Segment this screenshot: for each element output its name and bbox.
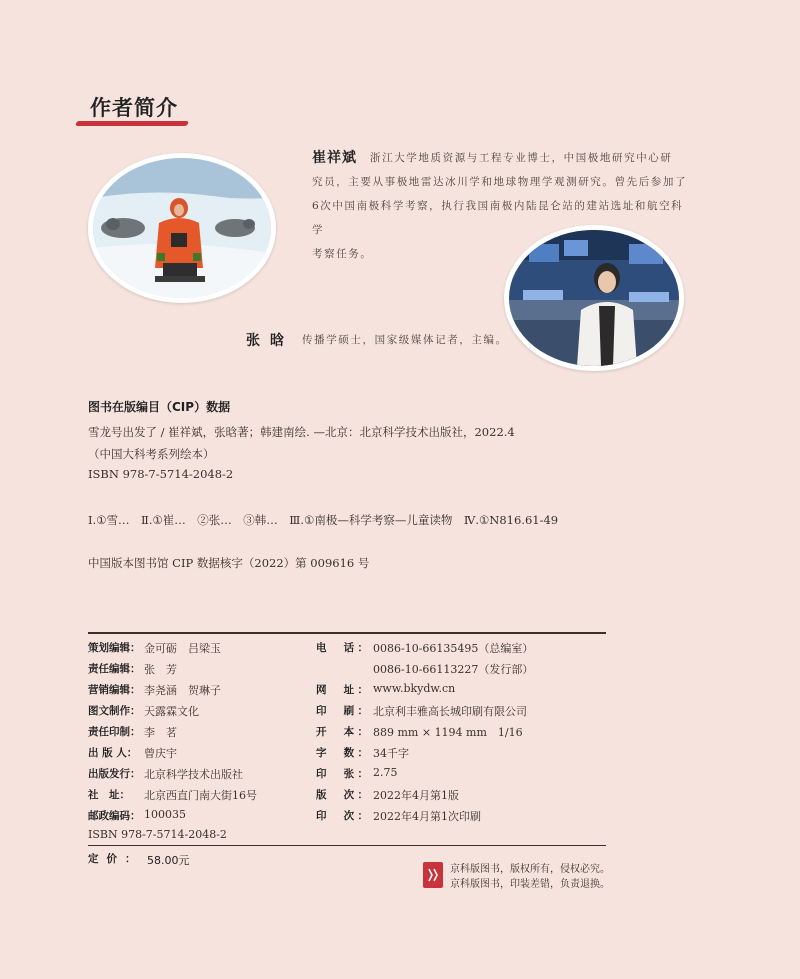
info-value: 889 mm × 1194 mm 1/16 xyxy=(373,726,523,739)
isbn-value: ISBN 978-7-5714-2048-2 xyxy=(88,828,227,841)
photo-ice-scene xyxy=(93,158,271,298)
info-label: 字 数： xyxy=(316,747,368,759)
author-bio-line: 考察任务。 xyxy=(312,248,373,260)
info-label: 责任编辑： xyxy=(88,663,141,675)
copyright-notice xyxy=(450,862,610,892)
table-top-rule xyxy=(88,632,606,634)
info-row xyxy=(88,724,608,745)
info-label: 印 刷： xyxy=(316,705,368,717)
info-label: 营销编辑： xyxy=(88,684,141,696)
cip-heading: 图书在版编目（CIP）数据 xyxy=(88,400,231,414)
info-row xyxy=(88,682,608,703)
info-value: 曾庆宇 xyxy=(144,747,177,760)
author-bio-line: 究员，主要从事极地雷达冰川学和地球物理学观测研究。曾先后参加了 xyxy=(312,176,688,188)
section-title: 作者简介 xyxy=(90,96,178,120)
info-value: 北京利丰雅高长城印刷有限公司 xyxy=(373,705,527,718)
title-underline xyxy=(75,121,189,126)
website-link: www.bkydw.cn xyxy=(373,682,456,695)
info-value: 2.75 xyxy=(373,766,398,779)
info-row xyxy=(88,661,608,682)
info-row xyxy=(88,703,608,724)
info-value: 34千字 xyxy=(373,747,409,760)
info-value: 100035 xyxy=(144,808,186,821)
info-label: 图文制作： xyxy=(88,705,141,717)
info-label: 责任印制： xyxy=(88,726,141,738)
price-label: 定价： xyxy=(88,853,144,865)
author-name-zhang: 张晗 xyxy=(246,333,294,349)
cip-line: Ⅰ.①雪… Ⅱ.①崔… ②张… ③韩… Ⅲ.①南极—科学考察—儿童读物 Ⅳ.①N816.61-49 xyxy=(88,513,559,527)
cip-line: （中国大科考系列绘本） xyxy=(88,447,215,461)
author-bio-line: 6次中国南极科学考察，执行我国南极内陆昆仑站的建站选址和航空科学 xyxy=(312,200,684,236)
info-label: 版 次： xyxy=(316,789,368,801)
author-bio-line: 浙江大学地质资源与工程专业博士，中国极地研究中心研 xyxy=(370,152,673,164)
info-row xyxy=(88,808,608,829)
info-value: 2022年4月第1版 xyxy=(373,789,459,802)
info-label: 邮政编码： xyxy=(88,810,141,822)
info-value: 张 芳 xyxy=(144,663,177,676)
table-bottom-rule xyxy=(88,845,606,846)
author-bio-zhang: 传播学硕士，国家级媒体记者，主编。 xyxy=(302,334,508,346)
info-value: 北京西直门南大街16号 xyxy=(144,789,257,802)
info-label: 出版发行： xyxy=(88,768,141,780)
cip-line: ISBN 978-7-5714-2048-2 xyxy=(88,467,234,481)
info-label: 开 本： xyxy=(316,726,368,738)
info-label: 出 版 人： xyxy=(88,747,138,759)
author-photo-cui xyxy=(88,153,276,303)
info-label: 策划编辑： xyxy=(88,642,141,654)
cip-line: 雪龙号出发了 / 崔祥斌，张晗著；韩建南绘. —北京：北京科学技术出版社，2022.4 xyxy=(88,425,515,439)
info-value: 李尧涵 贺琳子 xyxy=(144,684,221,697)
price-value: 58.00元 xyxy=(147,854,190,867)
info-row xyxy=(88,640,608,661)
cip-line: 中国版本图书馆 CIP 数据核字（2022）第 009616 号 xyxy=(88,556,370,570)
info-value: 李 茗 xyxy=(144,726,177,739)
seal-mark-icon xyxy=(426,866,440,884)
author-name-cui: 崔祥斌 xyxy=(312,150,357,166)
info-value: 2022年4月第1次印刷 xyxy=(373,810,481,823)
info-label: 网 址： xyxy=(316,684,368,696)
info-label: 印 张： xyxy=(316,768,368,780)
info-value: 0086-10-66113227（发行部） xyxy=(373,663,534,676)
info-value: 天露霖文化 xyxy=(144,705,199,718)
info-row xyxy=(88,787,608,808)
copyright-line: 京科版图书，印装差错，负责退换。 xyxy=(450,879,610,890)
info-row xyxy=(88,745,608,766)
info-value: 金可砺 吕梁玉 xyxy=(144,642,221,655)
info-row xyxy=(88,766,608,787)
info-value: 0086-10-66135495（总编室） xyxy=(373,642,534,655)
info-value: 北京科学技术出版社 xyxy=(144,768,243,781)
publisher-seal-icon xyxy=(423,862,443,888)
info-label: 印 次： xyxy=(316,810,368,822)
info-label: 社 址： xyxy=(88,789,130,801)
info-label: 电 话： xyxy=(316,642,368,654)
copyright-line: 京科版图书，版权所有，侵权必究。 xyxy=(450,864,610,875)
